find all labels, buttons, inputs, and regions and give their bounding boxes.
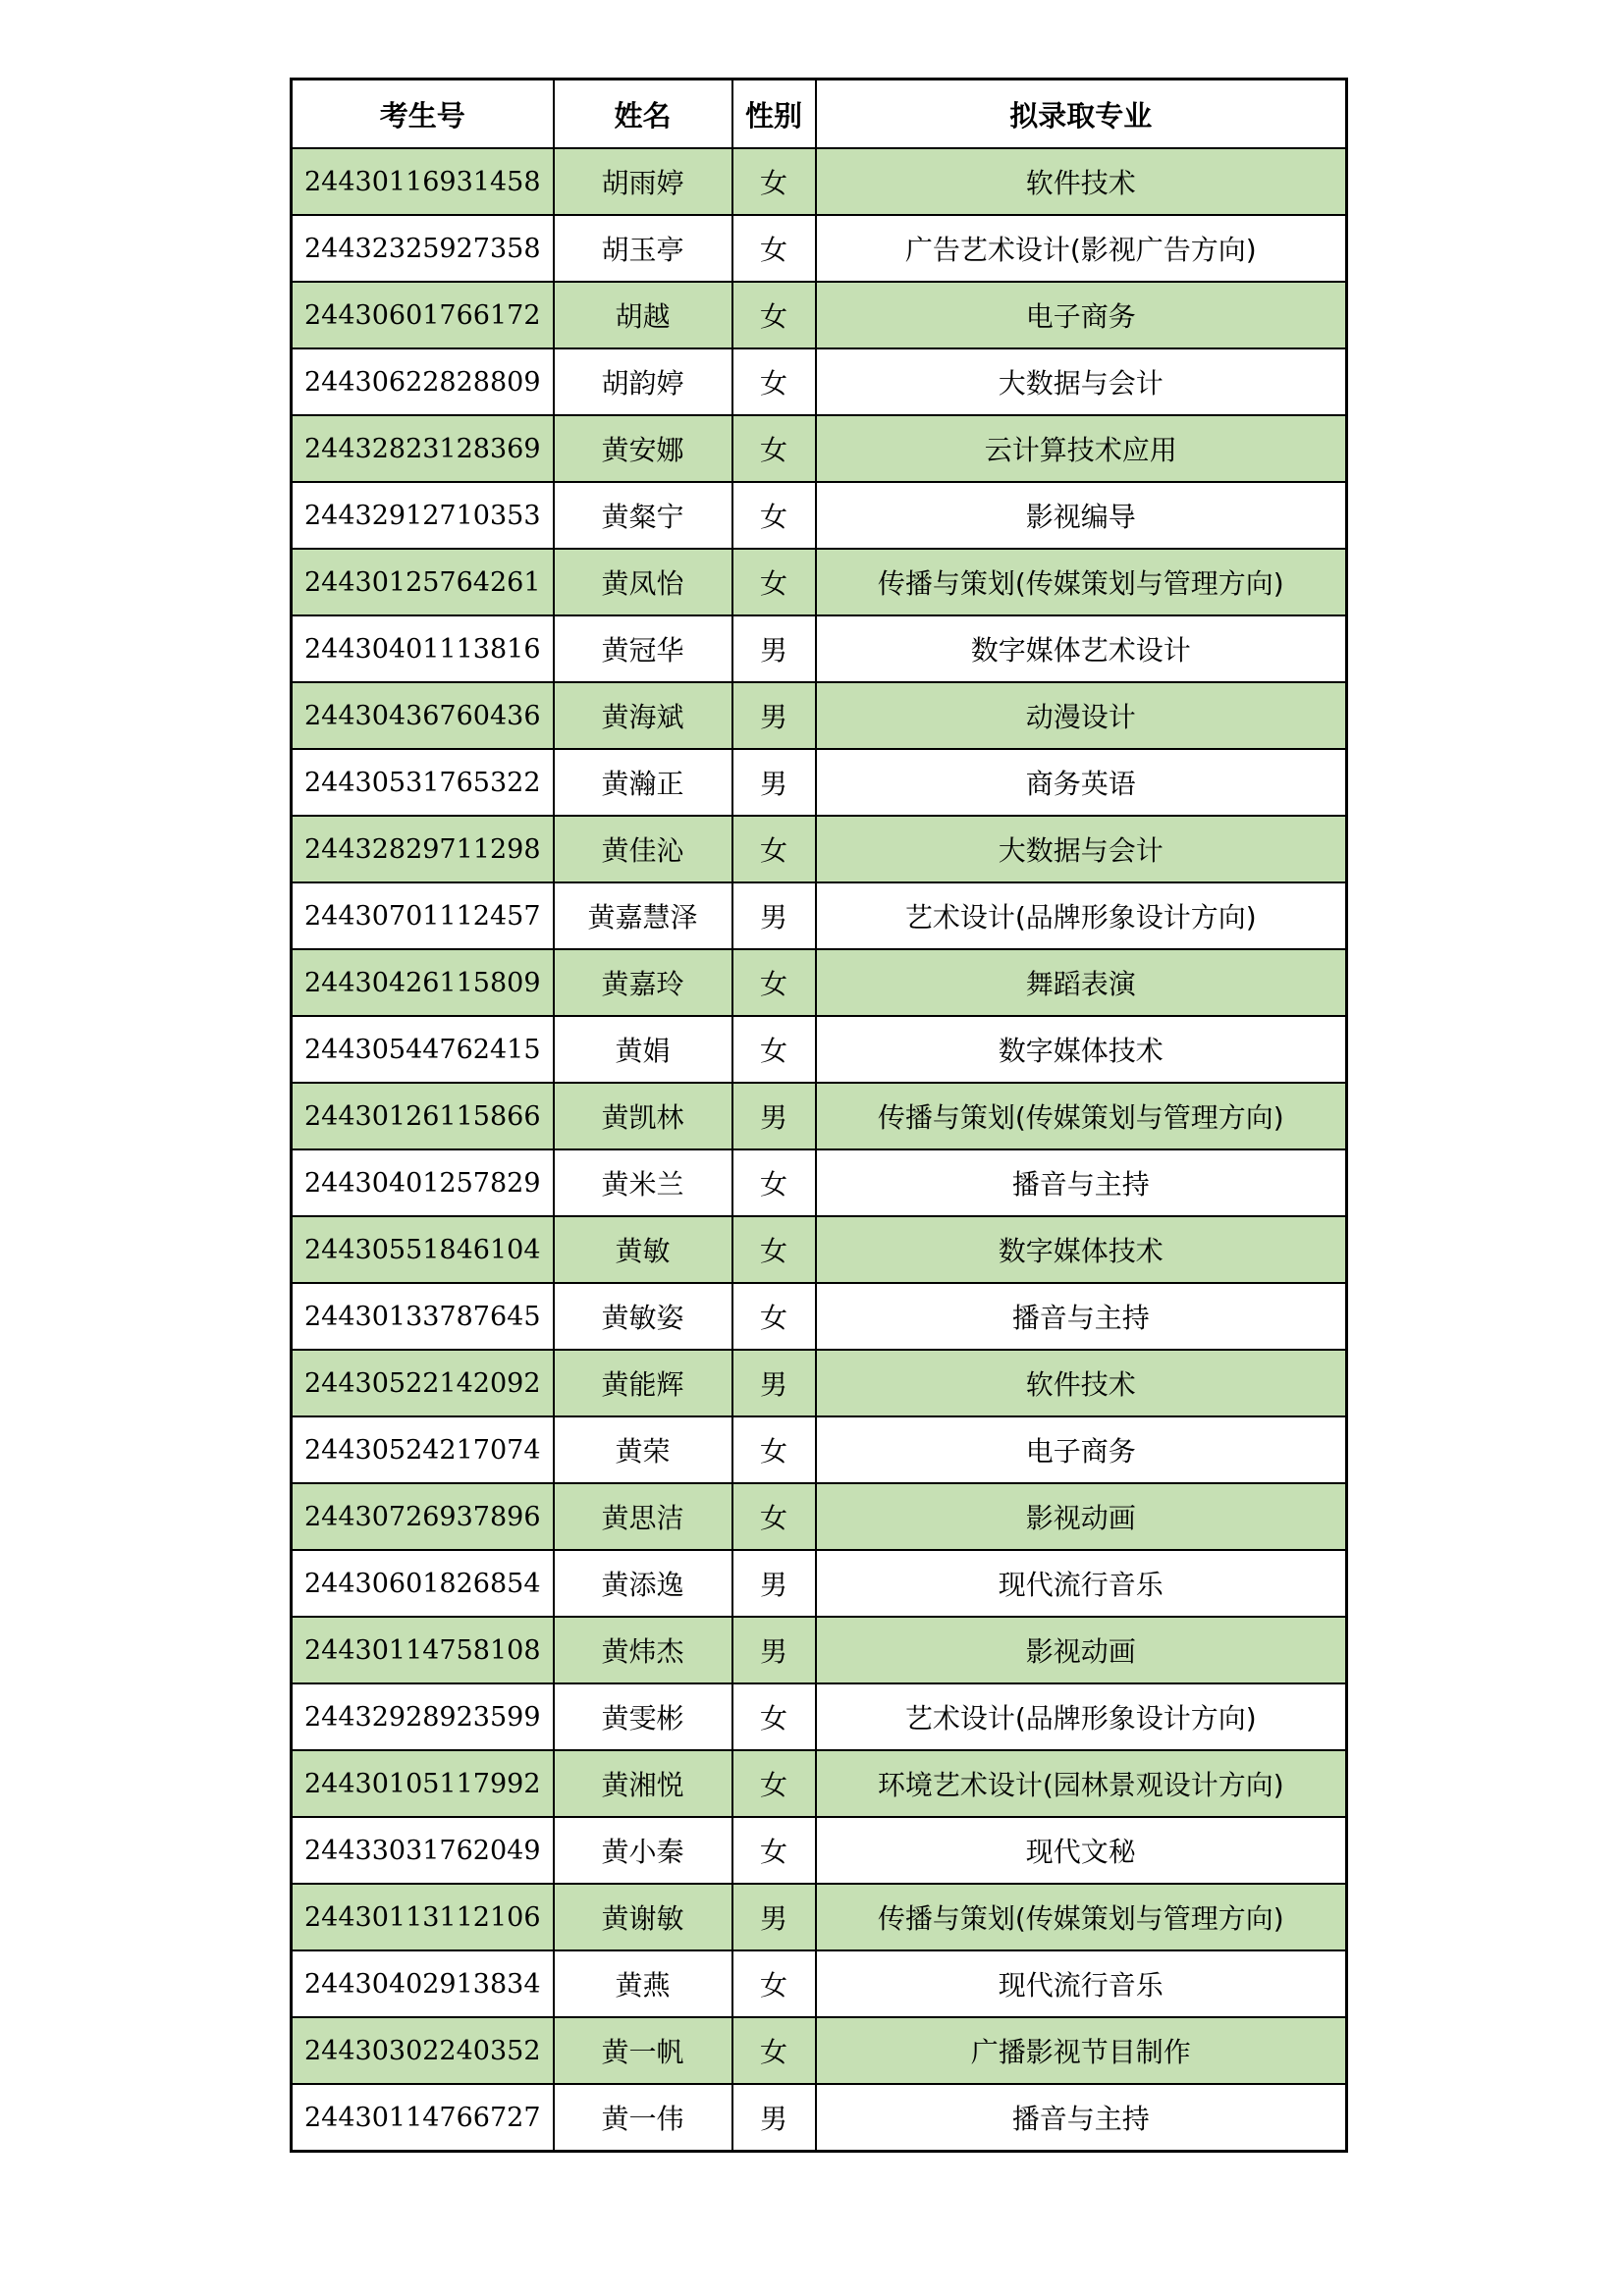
cell-major: 软件技术 <box>816 1350 1347 1416</box>
cell-exam-id: 24430601826854 <box>292 1550 554 1617</box>
cell-gender: 男 <box>732 615 816 682</box>
cell-major: 软件技术 <box>816 148 1347 215</box>
cell-major: 影视编导 <box>816 482 1347 549</box>
cell-exam-id: 24430302240352 <box>292 2017 554 2084</box>
cell-gender: 女 <box>732 1149 816 1216</box>
cell-exam-id: 24430531765322 <box>292 749 554 816</box>
cell-major: 广播影视节目制作 <box>816 2017 1347 2084</box>
table-row <box>292 1884 1347 1950</box>
table-row <box>292 348 1347 415</box>
cell-major: 播音与主持 <box>816 1283 1347 1350</box>
cell-gender: 男 <box>732 882 816 949</box>
cell-major: 动漫设计 <box>816 682 1347 749</box>
cell-major: 影视动画 <box>816 1483 1347 1550</box>
cell-major: 广告艺术设计(影视广告方向) <box>816 215 1347 282</box>
table-row <box>292 2084 1347 2152</box>
cell-major: 数字媒体技术 <box>816 1216 1347 1283</box>
cell-major: 电子商务 <box>816 1416 1347 1483</box>
cell-gender: 女 <box>732 348 816 415</box>
table-row <box>292 2017 1347 2084</box>
table-row <box>292 1016 1347 1083</box>
cell-major: 现代流行音乐 <box>816 1950 1347 2017</box>
cell-exam-id: 24432823128369 <box>292 415 554 482</box>
table-row <box>292 282 1347 348</box>
cell-exam-id: 24430116931458 <box>292 148 554 215</box>
cell-major: 环境艺术设计(园林景观设计方向) <box>816 1750 1347 1817</box>
cell-name: 黄嘉玲 <box>554 949 732 1016</box>
cell-major: 大数据与会计 <box>816 816 1347 882</box>
cell-gender: 男 <box>732 1550 816 1617</box>
cell-exam-id: 24430544762415 <box>292 1016 554 1083</box>
cell-name: 黄安娜 <box>554 415 732 482</box>
cell-gender: 女 <box>732 549 816 615</box>
table-row <box>292 1817 1347 1884</box>
cell-major: 艺术设计(品牌形象设计方向) <box>816 1683 1347 1750</box>
cell-gender: 男 <box>732 2084 816 2152</box>
cell-exam-id: 24430701112457 <box>292 882 554 949</box>
cell-major: 影视动画 <box>816 1617 1347 1683</box>
cell-gender: 女 <box>732 148 816 215</box>
cell-gender: 女 <box>732 1283 816 1350</box>
cell-exam-id: 24430401257829 <box>292 1149 554 1216</box>
cell-gender: 男 <box>732 1617 816 1683</box>
cell-exam-id: 24433031762049 <box>292 1817 554 1884</box>
cell-name: 黄敏 <box>554 1216 732 1283</box>
cell-major: 现代流行音乐 <box>816 1550 1347 1617</box>
cell-exam-id: 24432912710353 <box>292 482 554 549</box>
cell-major: 舞蹈表演 <box>816 949 1347 1016</box>
table-row <box>292 1550 1347 1617</box>
table-row <box>292 816 1347 882</box>
table-row <box>292 415 1347 482</box>
table-row <box>292 549 1347 615</box>
cell-major: 商务英语 <box>816 749 1347 816</box>
cell-exam-id: 24430524217074 <box>292 1416 554 1483</box>
cell-name: 黄荣 <box>554 1416 732 1483</box>
cell-name: 黄添逸 <box>554 1550 732 1617</box>
cell-name: 黄米兰 <box>554 1149 732 1216</box>
cell-name: 黄嘉慧泽 <box>554 882 732 949</box>
cell-gender: 女 <box>732 282 816 348</box>
cell-gender: 女 <box>732 816 816 882</box>
cell-exam-id: 24430125764261 <box>292 549 554 615</box>
cell-exam-id: 24430426115809 <box>292 949 554 1016</box>
table-row <box>292 1950 1347 2017</box>
header-major: 拟录取专业 <box>816 80 1347 149</box>
cell-exam-id: 24430436760436 <box>292 682 554 749</box>
cell-name: 胡雨婷 <box>554 148 732 215</box>
cell-name: 黄湘悦 <box>554 1750 732 1817</box>
table-row <box>292 1283 1347 1350</box>
cell-gender: 女 <box>732 1416 816 1483</box>
cell-major: 播音与主持 <box>816 1149 1347 1216</box>
cell-exam-id: 24430402913834 <box>292 1950 554 2017</box>
header-name: 姓名 <box>554 80 732 149</box>
table-row <box>292 1483 1347 1550</box>
cell-name: 黄小秦 <box>554 1817 732 1884</box>
cell-name: 黄炜杰 <box>554 1617 732 1683</box>
table-row <box>292 1416 1347 1483</box>
cell-name: 黄能辉 <box>554 1350 732 1416</box>
cell-gender: 女 <box>732 1950 816 2017</box>
cell-major: 播音与主持 <box>816 2084 1347 2152</box>
cell-name: 黄海斌 <box>554 682 732 749</box>
table-row <box>292 615 1347 682</box>
table-row <box>292 882 1347 949</box>
table-row <box>292 148 1347 215</box>
cell-exam-id: 24430133787645 <box>292 1283 554 1350</box>
cell-exam-id: 24430401113816 <box>292 615 554 682</box>
cell-gender: 女 <box>732 1016 816 1083</box>
table-row <box>292 1350 1347 1416</box>
table-row <box>292 482 1347 549</box>
table-row <box>292 215 1347 282</box>
cell-name: 黄凤怡 <box>554 549 732 615</box>
cell-name: 黄瀚正 <box>554 749 732 816</box>
cell-name: 黄谢敏 <box>554 1884 732 1950</box>
cell-exam-id: 24430113112106 <box>292 1884 554 1950</box>
table-header <box>292 80 1347 149</box>
cell-gender: 男 <box>732 1884 816 1950</box>
cell-major: 大数据与会计 <box>816 348 1347 415</box>
cell-gender: 女 <box>732 2017 816 2084</box>
cell-gender: 女 <box>732 215 816 282</box>
table-row <box>292 1083 1347 1149</box>
cell-major: 现代文秘 <box>816 1817 1347 1884</box>
cell-gender: 女 <box>732 482 816 549</box>
table-row <box>292 1617 1347 1683</box>
cell-major: 传播与策划(传媒策划与管理方向) <box>816 1083 1347 1149</box>
cell-major: 云计算技术应用 <box>816 415 1347 482</box>
cell-name: 胡韵婷 <box>554 348 732 415</box>
table-row <box>292 1216 1347 1283</box>
cell-name: 黄一伟 <box>554 2084 732 2152</box>
cell-name: 黄敏姿 <box>554 1283 732 1350</box>
cell-name: 胡越 <box>554 282 732 348</box>
cell-gender: 女 <box>732 1216 816 1283</box>
cell-gender: 女 <box>732 1683 816 1750</box>
cell-major: 数字媒体技术 <box>816 1016 1347 1083</box>
cell-name: 黄燕 <box>554 1950 732 2017</box>
cell-exam-id: 24430601766172 <box>292 282 554 348</box>
cell-exam-id: 24430622828809 <box>292 348 554 415</box>
cell-gender: 男 <box>732 1083 816 1149</box>
cell-gender: 男 <box>732 1350 816 1416</box>
cell-gender: 女 <box>732 1817 816 1884</box>
cell-exam-id: 24430126115866 <box>292 1083 554 1149</box>
cell-name: 黄一帆 <box>554 2017 732 2084</box>
cell-name: 黄娟 <box>554 1016 732 1083</box>
table-row <box>292 682 1347 749</box>
cell-exam-id: 24432829711298 <box>292 816 554 882</box>
header-gender: 性别 <box>732 80 816 149</box>
table-body <box>292 148 1347 2152</box>
cell-gender: 女 <box>732 949 816 1016</box>
cell-gender: 女 <box>732 1483 816 1550</box>
table-row <box>292 749 1347 816</box>
admission-table <box>290 78 1348 2153</box>
cell-name: 黄冠华 <box>554 615 732 682</box>
table-row <box>292 1683 1347 1750</box>
header-exam-id: 考生号 <box>292 80 554 149</box>
cell-major: 数字媒体艺术设计 <box>816 615 1347 682</box>
cell-major: 传播与策划(传媒策划与管理方向) <box>816 549 1347 615</box>
cell-exam-id: 24430105117992 <box>292 1750 554 1817</box>
cell-gender: 女 <box>732 1750 816 1817</box>
cell-exam-id: 24432325927358 <box>292 215 554 282</box>
cell-exam-id: 24432928923599 <box>292 1683 554 1750</box>
cell-name: 黄粲宁 <box>554 482 732 549</box>
cell-name: 黄凯林 <box>554 1083 732 1149</box>
cell-major: 艺术设计(品牌形象设计方向) <box>816 882 1347 949</box>
cell-name: 黄佳沁 <box>554 816 732 882</box>
table-row <box>292 1750 1347 1817</box>
cell-major: 传播与策划(传媒策划与管理方向) <box>816 1884 1347 1950</box>
cell-exam-id: 24430114766727 <box>292 2084 554 2152</box>
cell-name: 胡玉亭 <box>554 215 732 282</box>
cell-gender: 男 <box>732 682 816 749</box>
cell-name: 黄思洁 <box>554 1483 732 1550</box>
cell-gender: 女 <box>732 415 816 482</box>
cell-gender: 男 <box>732 749 816 816</box>
table-row <box>292 1149 1347 1216</box>
table-row <box>292 949 1347 1016</box>
cell-exam-id: 24430114758108 <box>292 1617 554 1683</box>
cell-name: 黄雯彬 <box>554 1683 732 1750</box>
header-row <box>292 80 1347 149</box>
cell-exam-id: 24430551846104 <box>292 1216 554 1283</box>
cell-major: 电子商务 <box>816 282 1347 348</box>
cell-exam-id: 24430726937896 <box>292 1483 554 1550</box>
cell-exam-id: 24430522142092 <box>292 1350 554 1416</box>
